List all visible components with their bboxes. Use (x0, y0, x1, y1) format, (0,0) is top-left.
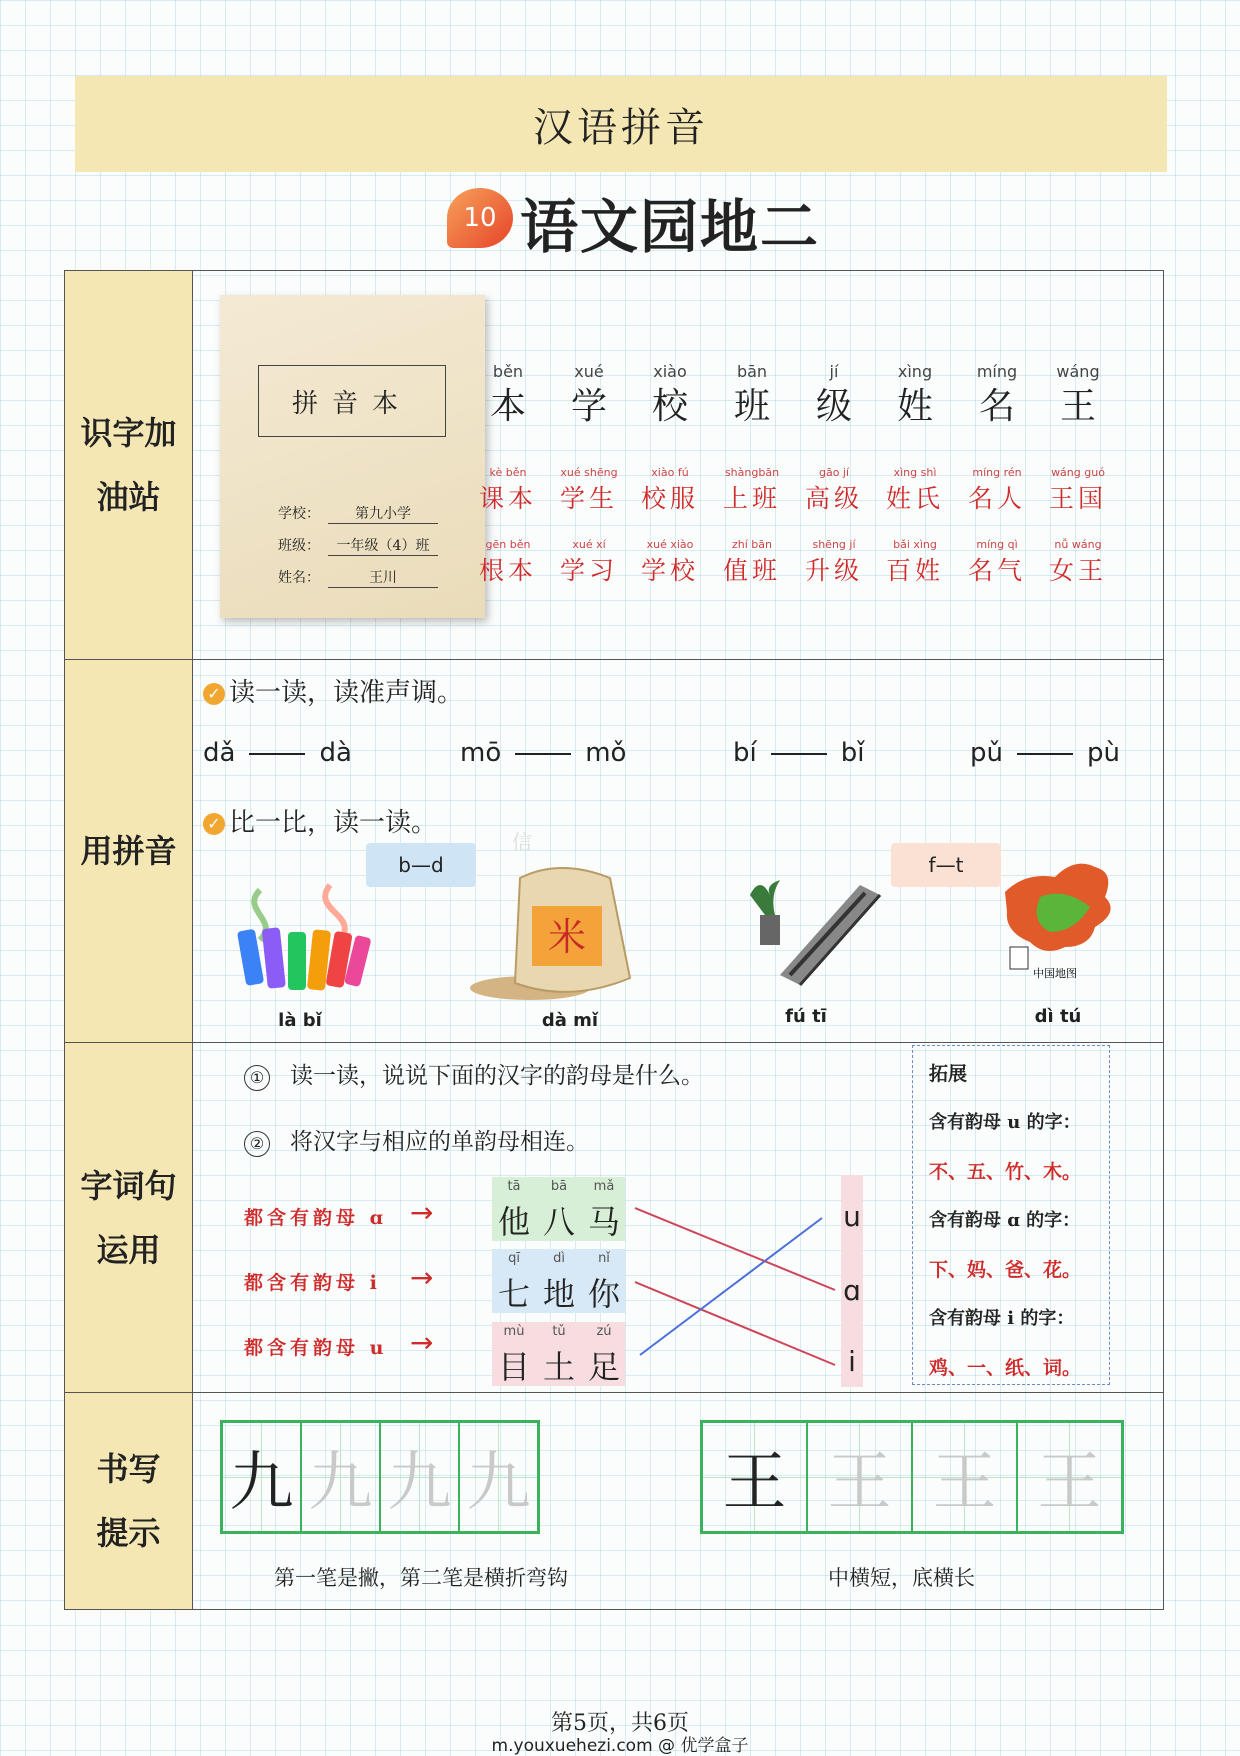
dash (249, 753, 305, 755)
china-map-image (995, 852, 1125, 982)
task-2: ② 将汉字与相应的单韵母相连。 (244, 1123, 589, 1157)
word-pinyin: xìng shì (893, 466, 937, 479)
divider (65, 659, 1163, 660)
word-hanzi: 学校 (640, 556, 699, 585)
word-pinyin: xué xiào (646, 538, 694, 551)
word-pinyin: míng qì (976, 538, 1018, 551)
group-pinyin: dì (553, 1251, 565, 1266)
word-pinyin: shàngbān (724, 466, 780, 479)
tone-a: dǎ (203, 738, 236, 768)
caption-dami: dà mǐ (541, 1010, 599, 1031)
tone-pair (970, 738, 1120, 768)
char-pinyin: xìng (897, 362, 933, 381)
vowel-letter: ɑ (843, 1274, 861, 1307)
character-group (492, 1177, 625, 1241)
char-pinyin: xué (574, 362, 604, 381)
section-header-writing: 书写 提示 (65, 1393, 193, 1609)
check-icon: ✓ (203, 683, 225, 705)
trace-char: 王 (913, 1423, 1018, 1531)
heading-compare: ✓ 比一比，读一读。 (203, 802, 437, 839)
watermark: 信 (512, 830, 532, 854)
char-hanzi: 班 (733, 386, 770, 427)
map-label: 中国地图 (1033, 967, 1077, 980)
char-hanzi: 本 (489, 386, 526, 427)
char-pinyin: bān (736, 362, 768, 381)
rice-sack-image (460, 858, 660, 1008)
group-pinyin: bā (550, 1179, 568, 1194)
word-pinyin: xiào fú (651, 466, 689, 479)
word-pinyin: bǎi xìng (893, 538, 937, 551)
ext-title: 拓展 (929, 1063, 968, 1085)
char-hanzi: 级 (815, 386, 852, 427)
trace-char: 九 (302, 1423, 381, 1531)
task-1: ① 读一读，说说下面的汉字的韵母是什么。 (244, 1057, 704, 1091)
character-group (492, 1249, 625, 1313)
word-hanzi: 姓氏 (885, 484, 944, 513)
group-hanzi: 地 (542, 1275, 575, 1313)
caption-futi: fú tī (785, 1006, 827, 1027)
caption-laabi: là bǐ (278, 1010, 322, 1031)
word-hanzi: 校服 (640, 484, 699, 513)
word-pinyin: wáng guó (1051, 466, 1105, 479)
word-pinyin: kè běn (489, 466, 527, 479)
crayons-image (230, 870, 380, 1000)
char-pinyin: běn (492, 362, 524, 381)
trace-char: 王 (808, 1423, 913, 1531)
tone-pair (460, 738, 626, 768)
word-hanzi: 上班 (722, 484, 781, 513)
group-hanzi: 足 (587, 1348, 620, 1386)
divider (65, 1042, 1163, 1043)
group-hanzi: 他 (497, 1203, 530, 1241)
notebook-name: 姓名： 王川 (278, 567, 438, 588)
word-hanzi: 百姓 (885, 556, 944, 585)
word-hanzi: 名人 (967, 484, 1026, 513)
ext-chars-a: 下、妈、爸、花。 (929, 1259, 1082, 1281)
dash (515, 753, 571, 755)
vowel-letter: u (843, 1200, 861, 1233)
extension-box (912, 1045, 1110, 1385)
word-hanzi: 学习 (559, 556, 618, 585)
notebook-school: 学校： 第九小学 (278, 503, 438, 524)
group-hanzi: 目 (497, 1348, 530, 1386)
group-hanzi: 八 (542, 1203, 575, 1241)
group-pinyin: qī (508, 1251, 520, 1266)
rule-text: 都含有韵母 i (244, 1272, 381, 1294)
word-pinyin: xué shēng (560, 466, 618, 479)
group-pinyin: mù (503, 1324, 525, 1339)
char-pinyin: wáng (1056, 362, 1100, 381)
word-pinyin: zhí bān (732, 538, 772, 551)
group-hanzi: 土 (542, 1348, 575, 1386)
model-char: 王 (703, 1423, 808, 1531)
arrow-icon: → (410, 1261, 434, 1294)
trace-char: 王 (1018, 1423, 1121, 1531)
word-pinyin: gēn běn (485, 538, 531, 551)
notebook-title: 拼音本 (258, 365, 446, 437)
tone-b: bǐ (840, 738, 865, 768)
divider (65, 1392, 1163, 1393)
writing-grid-jiu (220, 1420, 540, 1534)
char-hanzi: 名 (978, 386, 1015, 427)
tone-b: mǒ (585, 738, 627, 768)
group-hanzi: 七 (497, 1275, 530, 1313)
word-hanzi: 升级 (804, 556, 863, 585)
lesson-number-badge: 10 (447, 188, 513, 248)
group-pinyin: mǎ (593, 1179, 615, 1194)
tone-a: pǔ (970, 738, 1003, 768)
ext-label-i: 含有韵母 i 的字： (929, 1308, 1075, 1329)
char-pinyin: míng (976, 362, 1018, 381)
unit-title: 汉语拼音 (533, 104, 709, 151)
ext-chars-i: 鸡、一、纸、词。 (929, 1357, 1082, 1379)
ext-label-u: 含有韵母 u 的字： (929, 1112, 1081, 1133)
word-pinyin: gāo jí (818, 466, 850, 479)
writing-tip-wang: 中横短，底横长 (828, 1566, 975, 1590)
vowel-letter: i (848, 1345, 856, 1378)
ext-label-a: 含有韵母 ɑ 的字： (929, 1210, 1081, 1231)
unit-banner (75, 76, 1167, 172)
dash (771, 753, 827, 755)
notebook-class: 班级： 一年级（4）班 (278, 535, 438, 556)
group-pinyin: nǐ (598, 1251, 610, 1266)
trace-char: 九 (381, 1423, 460, 1531)
tone-b: dà (319, 738, 352, 768)
heading-read-tones: ✓ 读一读，读准声调。 (203, 672, 463, 709)
group-pinyin: tā (507, 1179, 521, 1194)
group-pinyin: zú (596, 1324, 612, 1339)
tone-pair (733, 738, 864, 768)
dash (1017, 753, 1073, 755)
tone-a: mō (460, 738, 502, 768)
rice-char: 米 (547, 915, 587, 959)
arrow-icon: → (410, 1196, 434, 1229)
tone-b: pù (1086, 738, 1120, 768)
word-hanzi: 课本 (478, 484, 537, 513)
word-hanzi: 学生 (559, 484, 618, 513)
caption-ditu: dì tú (1034, 1006, 1082, 1027)
char-hanzi: 学 (570, 386, 607, 427)
word-pinyin: nǚ wáng (1054, 538, 1102, 551)
section-header-words: 字词句 运用 (65, 1043, 193, 1392)
lesson-title: 语文园地二 (520, 193, 821, 261)
word-hanzi: 女王 (1048, 556, 1107, 585)
group-hanzi: 你 (587, 1275, 620, 1313)
char-hanzi: 校 (651, 386, 688, 427)
writing-grid-wang (700, 1420, 1124, 1534)
pinyin-notebook (220, 295, 485, 618)
arrow-icon: → (410, 1326, 434, 1359)
rule-text: 都含有韵母 u (244, 1337, 388, 1359)
group-hanzi: 马 (587, 1203, 620, 1241)
section-header-literacy: 识字加 油站 (65, 271, 193, 659)
char-hanzi: 姓 (896, 386, 933, 427)
word-pinyin: míng rén (972, 466, 1022, 479)
char-pinyin: jí (829, 362, 839, 381)
site-credit: m.youxuehezi.com @ 优学盒子 (491, 1736, 749, 1756)
trace-char: 九 (460, 1423, 537, 1531)
char-hanzi: 王 (1059, 386, 1096, 427)
check-icon: ✓ (203, 813, 225, 835)
rule-text: 都含有韵母 ɑ (244, 1207, 387, 1229)
model-char: 九 (223, 1423, 302, 1531)
word-hanzi: 名气 (967, 556, 1026, 585)
page-number: 第5页，共6页 (551, 1711, 689, 1736)
tag-f-t: f—t (891, 843, 1001, 887)
ext-chars-u: 不、五、竹、木。 (929, 1161, 1082, 1183)
writing-tip-jiu: 第一笔是撇，第二笔是横折弯钩 (274, 1566, 568, 1590)
word-pinyin: shēng jí (812, 538, 856, 551)
char-pinyin: xiào (653, 362, 687, 381)
matching-lines (630, 1200, 845, 1380)
section-header-pinyin: 用拼音 (65, 660, 193, 1042)
word-pinyin: xué xí (572, 538, 606, 551)
tone-pair (203, 738, 352, 768)
tone-a: bí (733, 738, 757, 768)
word-hanzi: 根本 (478, 556, 537, 585)
group-pinyin: tǔ (552, 1324, 566, 1339)
character-group (492, 1322, 625, 1386)
word-hanzi: 王国 (1048, 484, 1107, 513)
tag-b-d: b—d (366, 843, 476, 887)
escalator-image (740, 855, 890, 995)
word-hanzi: 值班 (722, 556, 781, 585)
word-hanzi: 高级 (804, 484, 863, 513)
